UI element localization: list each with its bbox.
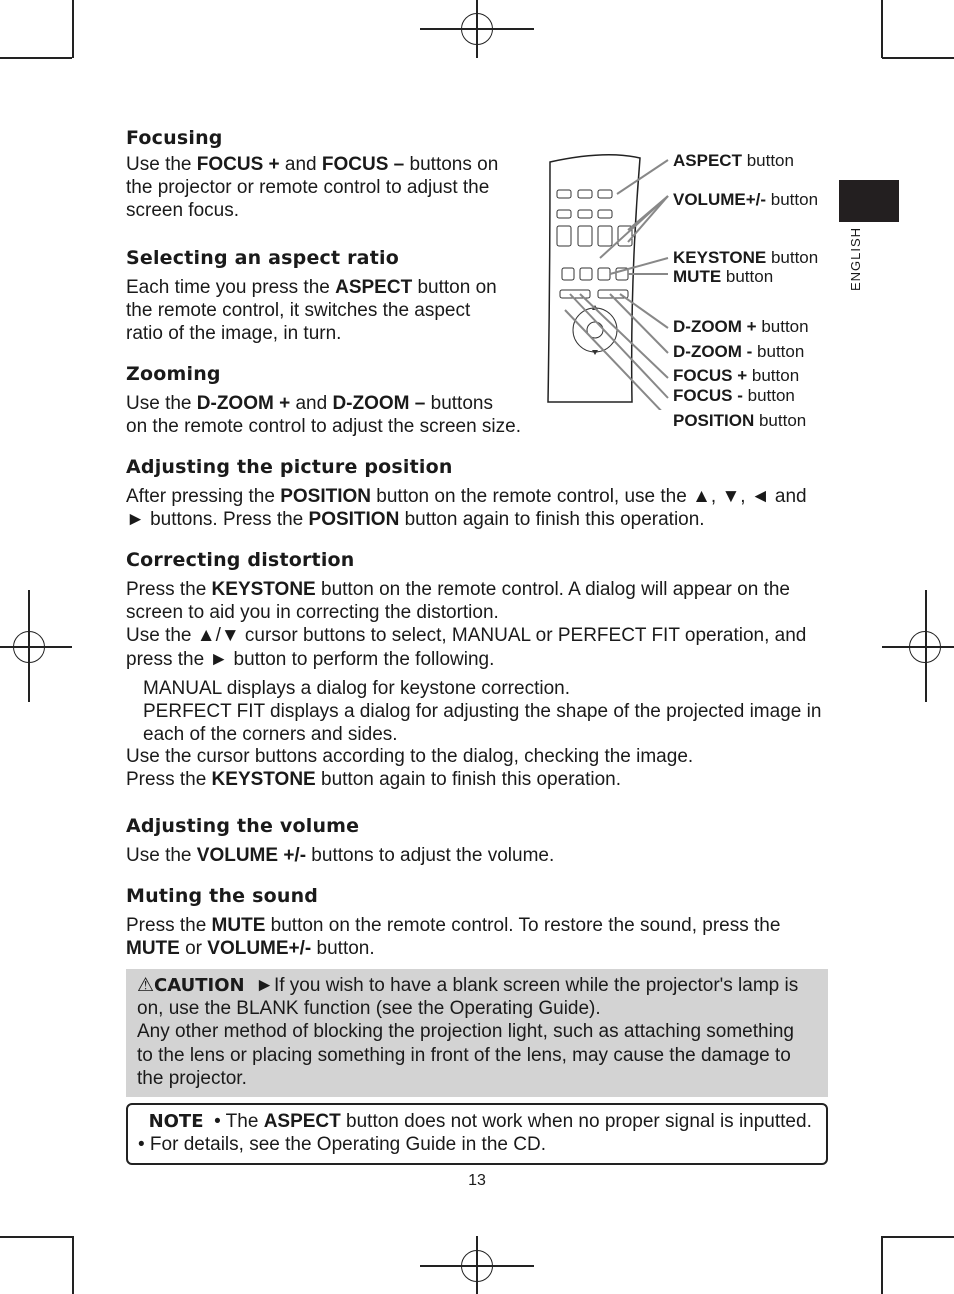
position-text: After pressing the POSITION button on the remote control, use the ▲, ▼, ◄ and ► buttons. Press the POSITION button again to finish this operation. (126, 486, 807, 531)
language-label: ENGLISH (848, 226, 863, 291)
callout-focus-minus: FOCUS - button (673, 386, 795, 405)
language-tab (839, 180, 899, 222)
position-heading: Adjusting the picture position (126, 456, 453, 478)
page-number: 13 (468, 1172, 486, 1189)
mute-heading: Muting the sound (126, 885, 319, 907)
focusing-heading: Focusing (126, 127, 223, 149)
callout-dzoom-minus: D-ZOOM - button (673, 342, 805, 361)
mute-text: Press the MUTE button on the remote control. To restore the sound, press the MUTE or VOLUME+/- button. (126, 915, 781, 960)
distortion-options: MANUAL displays a dialog for keystone correction. PERFECT FIT displays a dialog for adjusting the shape of the projected image in each of the corners and sides. (143, 678, 822, 746)
focusing-text: Use the FOCUS + and FOCUS – buttons on the projector or remote control to adjust the screen focus. (126, 154, 499, 222)
note-label: NOTE (148, 1111, 204, 1132)
aspect-text: Each time you press the ASPECT button on the remote control, it switches the aspect ratio of the image, in turn. (126, 277, 497, 345)
callout-position: POSITION button (673, 411, 807, 430)
caution-text: ⚠CAUTION ►If you wish to have a blank screen while the projector's lamp is on, use the BLANK function (see the Operating Guide). Any other method of blocking the projection light, such as attaching something to the lens or placing something in front of the lens, may cause the damage to the projector. (137, 975, 799, 1089)
distortion-text: Press the KEYSTONE button on the remote control. A dialog will appear on the screen to aid you in correcting the distortion. Use the ▲/▼ cursor buttons to select, MANUAL or PERFECT FIT operation, and press the ► button to perform the following. (126, 579, 807, 670)
zooming-text: Use the D-ZOOM + and D-ZOOM – buttons on the remote control to adjust the screen size. (126, 393, 521, 438)
callout-dzoom-plus: D-ZOOM + button (673, 317, 809, 336)
volume-heading: Adjusting the volume (126, 815, 360, 837)
callout-keystone: KEYSTONE button (673, 248, 819, 267)
callout-focus-plus: FOCUS + button (673, 366, 800, 385)
zooming-heading: Zooming (126, 363, 221, 385)
note-text: NOTE • The ASPECT button does not work when no proper signal is inputted. • For details, see the Operating Guide in the CD. (138, 1111, 812, 1156)
remote-control-illustration (540, 150, 670, 410)
callout-aspect: ASPECT button (673, 151, 794, 170)
distortion-text-2: Use the cursor buttons according to the dialog, checking the image. Press the KEYSTONE button again to finish this operation. (126, 746, 694, 791)
aspect-heading: Selecting an aspect ratio (126, 247, 399, 269)
callout-volume: VOLUME+/- button (673, 190, 819, 209)
distortion-heading: Correcting distortion (126, 549, 355, 571)
callout-mute: MUTE button (673, 267, 774, 286)
volume-text: Use the VOLUME +/- buttons to adjust the volume. (126, 845, 555, 866)
caution-label: CAUTION (154, 975, 245, 996)
warning-triangle-icon: ⚠ (137, 975, 155, 996)
